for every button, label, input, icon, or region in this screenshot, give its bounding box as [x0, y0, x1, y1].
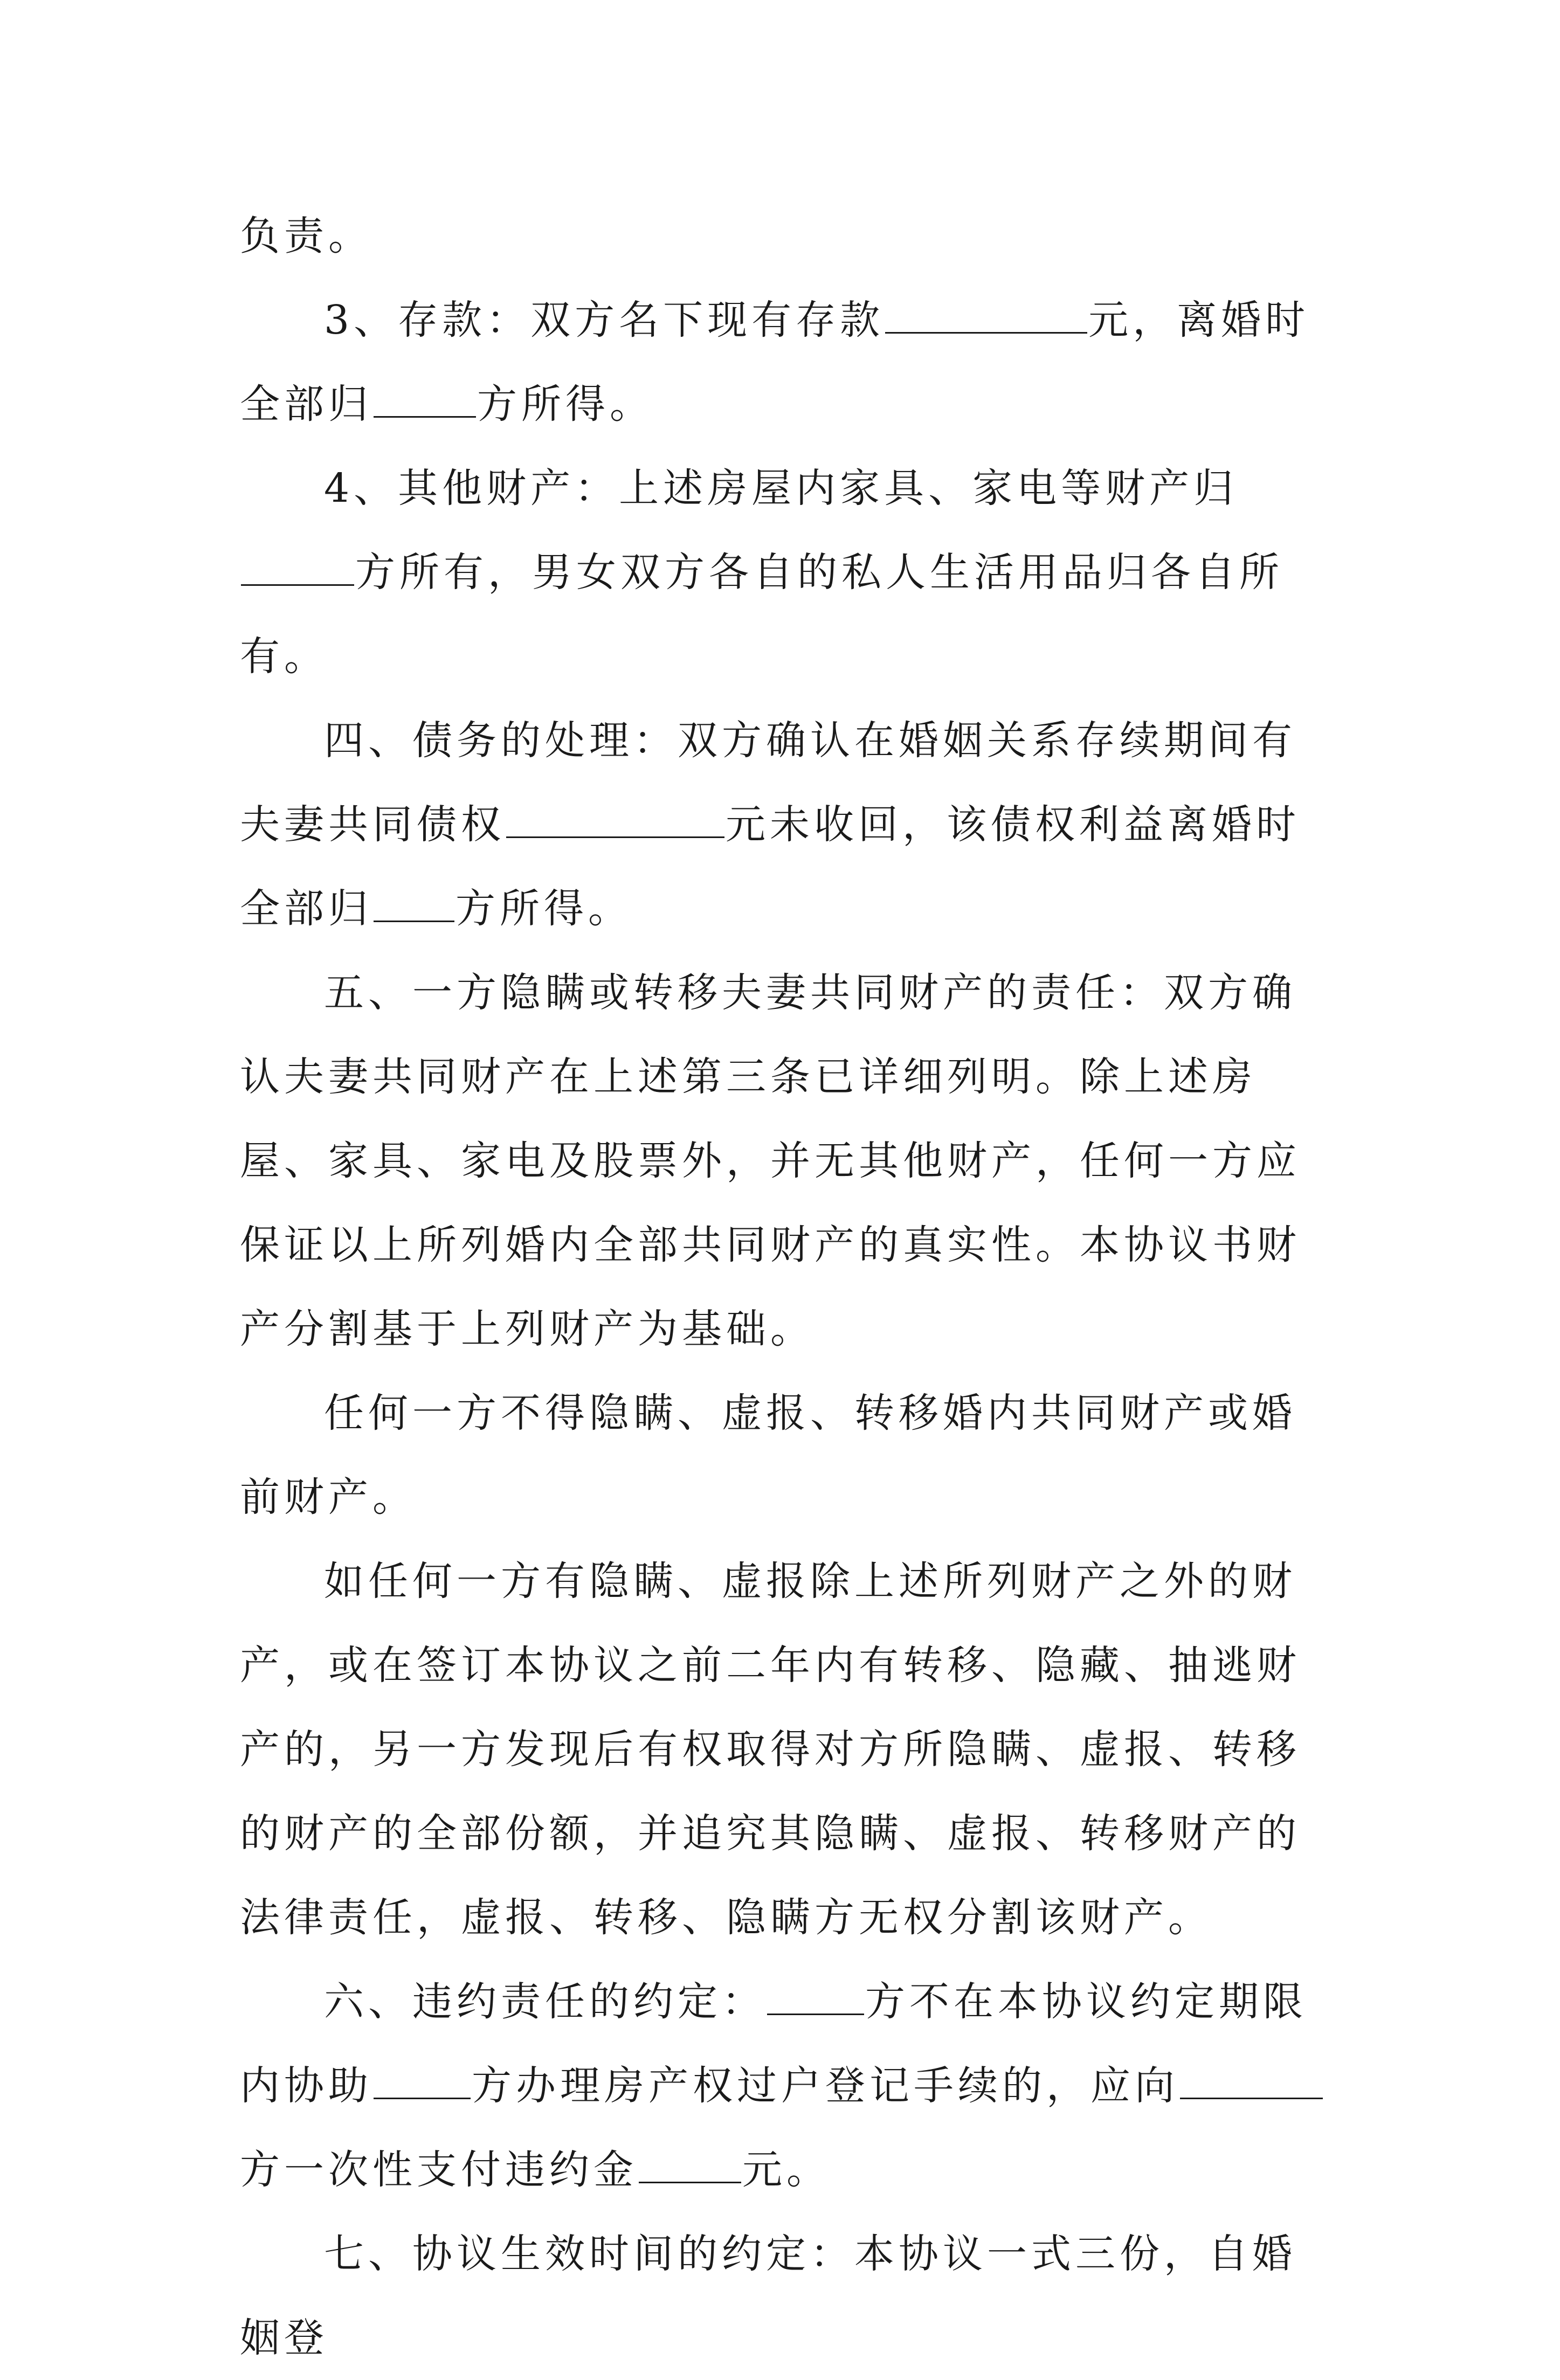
- text-debt-start: 四、债务的处理：双方确认在婚姻关系存续期间有夫妻共同债权: [240, 717, 1296, 848]
- paragraph-continuation: [240, 194, 1331, 278]
- blank-breach-party-1: [767, 1976, 864, 2015]
- text-deposit-end: 方所得。: [477, 381, 654, 427]
- blank-breach-party-3: [1180, 2060, 1323, 2099]
- paragraph-debt: [240, 698, 1331, 951]
- text-responsible: 负责。: [240, 213, 372, 259]
- blank-other-property-party: [241, 546, 354, 586]
- blank-deposit-amount: [885, 294, 1087, 334]
- blank-deposit-party: [374, 378, 476, 418]
- paragraph-deposit: [240, 278, 1331, 446]
- text-breach-start: 六、违约责任的约定：: [324, 1978, 766, 2025]
- text-concealment-penalty: 如任何一方有隐瞒、虚报除上述所列财产之外的财产，或在签订本协议之前二年内有转移、隐藏、抽逃财产的，另一方发现后有权取得对方所隐瞒、虚报、转移的财产的全部份额，并追究其隐瞒、虚报、转移财产的法律责任，虚报、转移、隐瞒方无权分割该财产。: [240, 1558, 1301, 1941]
- document-body: [240, 194, 1331, 2380]
- paragraph-concealment-penalty: [240, 1539, 1331, 1960]
- text-no-concealment: 任何一方不得隐瞒、虚报、转移婚内共同财产或婚前财产。: [240, 1390, 1296, 1520]
- paragraph-other-property: [240, 446, 1331, 698]
- text-breach-end: 元。: [742, 2147, 831, 2193]
- blank-debt-party: [374, 883, 454, 922]
- text-breach-2: 方办理房产权过户登记手续的，应向: [472, 2063, 1179, 2109]
- blank-breach-party-2: [374, 2060, 471, 2099]
- text-debt-end: 方所得。: [455, 885, 632, 932]
- text-effective-time: 七、协议生效时间的约定：本协议一式三份，自婚姻登: [240, 2231, 1296, 2361]
- paragraph-no-concealment: [240, 1371, 1331, 1539]
- text-debt-mid: 元未收回，该债权利益离婚时全部归: [240, 801, 1300, 932]
- blank-debt-amount: [506, 799, 724, 838]
- text-deposit-start: 3、存款：双方名下现有存款: [324, 297, 885, 343]
- text-breach-1: 方不在本协议约定期限内协助: [240, 1978, 1307, 2109]
- text-other-property-end: 方所有，男女双方各自的私人生活用品归各自所有。: [240, 549, 1283, 680]
- text-concealment: 五、一方隐瞒或转移夫妻共同财产的责任：双方确认夫妻共同财产在上述第三条已详细列明。除上述房屋、家具、家电及股票外，并无其他财产，任何一方应保证以上所列婚内全部共同财产的真实性。本协议书财产分割基于上列财产为基础。: [240, 970, 1301, 1352]
- text-breach-3: 方一次性支付违约金: [240, 2147, 638, 2193]
- paragraph-effective-time: [240, 2212, 1331, 2380]
- paragraph-breach: [240, 1960, 1331, 2212]
- paragraph-concealment: [240, 951, 1331, 1371]
- text-deposit-mid: 元，离婚时全部归: [240, 297, 1310, 427]
- text-other-property-start: 4、其他财产：上述房屋内家具、家电等财产归: [324, 465, 1238, 511]
- blank-breach-amount: [639, 2144, 741, 2183]
